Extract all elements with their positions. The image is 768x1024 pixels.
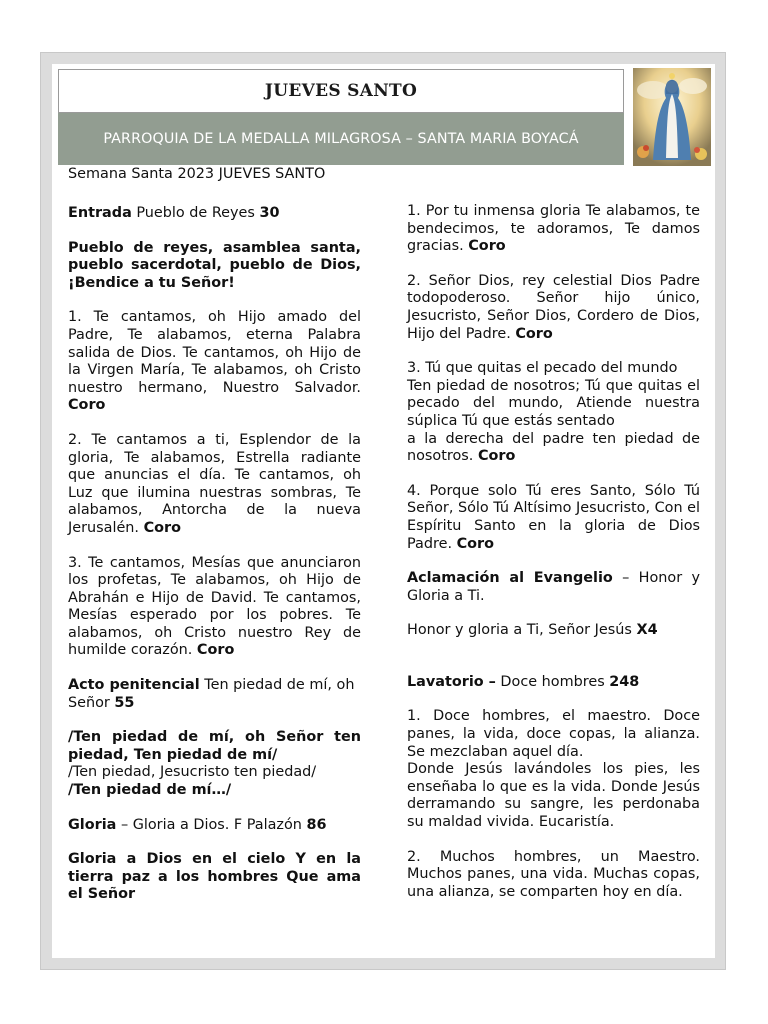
- gloria-verse-2-text: 2. Señor Dios, rey celestial Dios Padre todopoderoso. Señor hijo único, Jesucristo, Señor Dios, Cordero de Dios, Hijo del Padre.: [407, 272, 700, 342]
- intro-line: Semana Santa 2023 JUEVES SANTO: [68, 166, 326, 182]
- acto-text: Ten piedad de mí, oh Señor: [68, 677, 355, 711]
- lavatorio-label: Lavatorio –: [407, 673, 496, 690]
- lavatorio-verse-1-line-1: 1. Doce hombres, el maestro. Doce panes, la vida, doce copas, la alianza. Se mezclaban aquel día.: [407, 708, 700, 760]
- gloria-number: 86: [306, 816, 327, 833]
- gloria-verse-3-line-1: 3. Tú que quitas el pecado del mundo: [407, 360, 678, 377]
- gloria-chorus-text: Gloria a Dios en el cielo Y en la tierra paz a los hombres Que ama el Señor: [68, 851, 361, 903]
- lavatorio-verse-2: [407, 849, 700, 902]
- coro-label: Coro: [143, 519, 182, 536]
- gloria-verse-1-text: 1. Por tu inmensa gloria Te alabamos, te bendecimos, te adoramos, Te damos gracias.: [407, 203, 700, 255]
- gloria-chorus: [68, 851, 361, 904]
- ten-piedad-block: [68, 729, 361, 799]
- coro-label: Coro: [456, 535, 495, 552]
- lavatorio-line: [407, 674, 700, 692]
- coro-label: Coro: [515, 325, 553, 342]
- entrada-chorus: [68, 240, 361, 293]
- aclamacion-label: Aclamación al Evangelio: [407, 570, 613, 587]
- lavatorio-verse-1: [407, 708, 700, 831]
- gloria-verse-1: [407, 203, 700, 256]
- lavatorio-verse-1-line-2: Donde Jesús lavándoles los pies, les enseñaba lo que es la vida. Donde Jesús derramando su sangre, les perdonaba su maldad vivida. Eucaristía.: [407, 761, 700, 831]
- aclamacion-text: – Honor y Gloria a Ti.: [407, 570, 700, 604]
- gloria-verse-3-line-3: a la derecha del padre ten piedad de nosotros.: [407, 430, 700, 465]
- verse-2: [68, 432, 361, 538]
- lavatorio-text: Doce hombres: [495, 673, 610, 690]
- ten-piedad-line-2: /Ten piedad, Jesucristo ten piedad/: [68, 764, 317, 781]
- coro-label: Coro: [196, 642, 235, 659]
- gloria-verse-2: [407, 273, 700, 343]
- right-column: [407, 203, 700, 918]
- entrada-text: Pueblo de Reyes: [131, 205, 260, 221]
- entrada-chorus-text: Pueblo de reyes, asamblea santa, pueblo sacerdotal, pueblo de Dios, ¡Bendice a tu Señor!: [68, 239, 361, 291]
- gloria-verse-4: [407, 483, 700, 553]
- verse-2-text: 2. Te cantamos a ti, Esplendor de la gloria, Te alabamos, Estrella radiante que anuncias el día. Te cantamos, oh Luz que ilumina nuestras sombras, Te alabamos, Antorcha de la nueva Jerusalén.: [68, 431, 361, 536]
- page-title: JUEVES SANTO: [264, 81, 418, 101]
- coro-label: Coro: [477, 448, 516, 465]
- parish-name: PARROQUIA DE LA MEDALLA MILAGROSA – SANTA MARIA BOYACÁ: [103, 131, 579, 147]
- gloria-label: Gloria: [68, 816, 117, 833]
- gloria-verse-3: [407, 360, 700, 466]
- verse-3-text: 3. Te cantamos, Mesías que anunciaron los profetas, Te alabamos, oh Hijo de Abrahán e Hijo de David. Te cantamos, Mesías esperado por los pobres. Te alabamos, oh Cristo nuestro Rey de humilde corazón.: [68, 554, 361, 659]
- left-column: [68, 205, 361, 921]
- acto-label: Acto penitencial: [68, 677, 200, 694]
- verse-1: [68, 309, 361, 415]
- parish-banner: [58, 113, 624, 165]
- verse-1-text: 1. Te cantamos, oh Hijo amado del Padre, Te alabamos, eterna Palabra salida de Dios. Te cantamos, oh Hijo de la Virgen María, Te alabamos, oh Cristo nuestro hermano, Nuestro Salvador.: [68, 309, 361, 396]
- acto-number: 55: [114, 694, 135, 711]
- coro-label: Coro: [468, 238, 506, 255]
- coro-label: Coro: [68, 397, 106, 414]
- lavatorio-number: 248: [609, 673, 640, 690]
- ten-piedad-line-3: /Ten piedad de mí…/: [68, 782, 232, 799]
- gloria-text: – Gloria a Dios. F Palazón: [116, 816, 307, 833]
- honor-repeat: X4: [636, 622, 658, 639]
- verse-3: [68, 555, 361, 661]
- honor-line: [407, 622, 700, 640]
- entrada-line: [68, 205, 361, 223]
- entrada-number: 30: [259, 205, 280, 221]
- title-box: [58, 69, 624, 113]
- entrada-label: Entrada: [68, 205, 132, 221]
- gloria-verse-4-text: 4. Porque solo Tú eres Santo, Sólo Tú Señor, Sólo Tú Altísimo Jesucristo, Con el Espíritu Santo en la gloria de Dios Padre.: [407, 482, 701, 552]
- acto-penitencial-line: [68, 677, 361, 712]
- virgin-mary-image: [633, 68, 711, 166]
- ten-piedad-line-1: /Ten piedad de mí, oh Señor ten piedad, Ten piedad de mí/: [68, 729, 361, 763]
- aclamacion-line: [407, 570, 700, 605]
- lavatorio-verse-2-text: 2. Muchos hombres, un Maestro. Muchos panes, una vida. Muchas copas, una alianza, se comparten hoy en día.: [407, 848, 700, 900]
- gloria-verse-3-line-2: Ten piedad de nosotros; Tú que quitas el pecado del mundo, Atiende nuestra súplica Tú que estás sentado: [407, 377, 700, 429]
- honor-text: Honor y gloria a Ti, Señor Jesús: [407, 622, 637, 639]
- gloria-line: [68, 817, 361, 835]
